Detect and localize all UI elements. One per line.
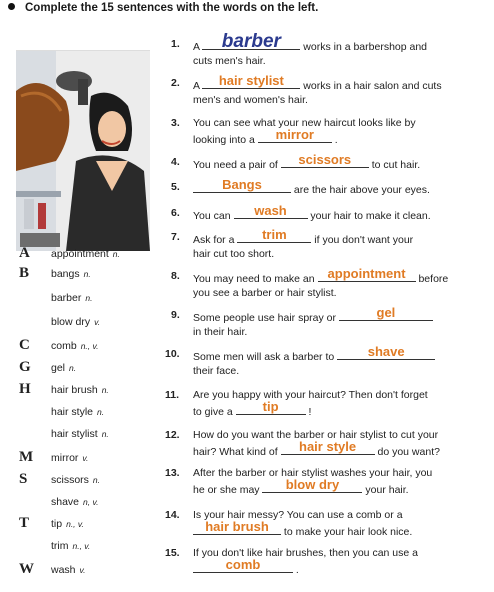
sentence-text: Ask for a (193, 234, 235, 246)
word-item (51, 518, 84, 530)
answer-text: hair brush (205, 519, 269, 534)
sentence-text: . (295, 564, 299, 576)
word-text: appointment (51, 248, 109, 260)
answer-blank[interactable] (193, 177, 291, 193)
word-text: hair style (51, 406, 94, 418)
word-text: wash (51, 564, 76, 576)
sentence-text: cuts men's hair. (193, 55, 266, 67)
sentence-item (171, 73, 477, 107)
word-part-of-speech: n. (83, 269, 91, 279)
sentence-text: . (334, 134, 338, 146)
answer-text: scissors (298, 152, 352, 167)
word-item (51, 362, 76, 374)
word-item (51, 452, 88, 464)
answer-text: trim (262, 227, 287, 242)
sentence-text: hair cut too short. (193, 248, 275, 260)
sentence-text: You can see what your new haircut looks like by (193, 117, 416, 129)
sentence-number: 6. (171, 207, 180, 219)
answer-text: blow dry (285, 477, 340, 492)
hair-salon-illustration (16, 50, 150, 251)
sentence-text: How do you want the barber or hair stylist to cut your (193, 429, 439, 441)
sentence-item (171, 177, 477, 197)
answer-blank[interactable] (258, 127, 332, 143)
answer-text: gel (376, 305, 396, 320)
word-letter: W (19, 561, 34, 577)
instructions-text: Complete the 15 sentences with the words on the left. (25, 2, 319, 14)
word-part-of-speech: n. (85, 293, 93, 303)
sentence-text: Are you happy with your haircut? Then don't forget (193, 389, 428, 401)
word-part-of-speech: n., v. (72, 541, 91, 551)
sentence-item (171, 227, 477, 261)
sentence-number: 13. (165, 467, 180, 479)
sentence-number: 14. (165, 509, 180, 521)
answer-text: hair style (299, 439, 357, 454)
word-text: scissors (51, 474, 89, 486)
sentence-text: he or she may (193, 484, 260, 496)
sentence-text: your hair to make it clean. (310, 210, 431, 222)
sentence-item (165, 388, 477, 419)
answer-blank[interactable] (193, 557, 293, 573)
sentence-item (165, 546, 477, 577)
sentence-text: Some people use hair spray or (193, 312, 336, 324)
sentence-text: are the hair above your eyes. (293, 184, 430, 196)
word-letter: B (19, 265, 30, 281)
hair-salon-drawing (16, 51, 150, 251)
sentence-text: men's and women's hair. (193, 94, 308, 106)
sentence-text: do you want? (377, 446, 440, 458)
answer-blank[interactable] (193, 519, 281, 535)
sentence-text: A (193, 80, 200, 92)
word-item (51, 248, 120, 260)
sentence-text: their face. (193, 365, 240, 377)
word-text: gel (51, 362, 66, 374)
answer-blank[interactable] (202, 31, 300, 52)
answer-text: hair stylist (218, 73, 284, 88)
word-part-of-speech: n. (101, 385, 109, 395)
word-item (51, 564, 86, 576)
sentence-text: ! (308, 406, 312, 418)
sentence-text: works in a barbershop and (303, 41, 428, 53)
answer-blank[interactable] (281, 439, 375, 455)
answer-blank[interactable] (339, 305, 433, 321)
sentence-number: 15. (165, 547, 180, 559)
answer-blank[interactable] (281, 152, 369, 168)
sentence-text: hair? What kind of (193, 446, 278, 458)
sentence-item (171, 203, 477, 223)
sentence-text: to give a (193, 406, 233, 418)
answer-text: comb (225, 557, 261, 572)
word-text: bangs (51, 268, 80, 280)
sentence-number: 5. (171, 181, 180, 193)
word-part-of-speech: v. (82, 453, 89, 463)
answer-text: appointment (327, 266, 406, 281)
sentence-text: before (418, 273, 449, 285)
sentence-number: 12. (165, 429, 180, 441)
answer-blank[interactable] (234, 203, 308, 219)
answer-text: mirror (275, 127, 314, 142)
sentence-number: 3. (171, 117, 180, 129)
sentence-text: A (193, 41, 200, 53)
word-text: blow dry (51, 316, 91, 328)
word-part-of-speech: n., v. (80, 341, 99, 351)
sentence-text: to make your hair look nice. (283, 526, 413, 538)
sentence-item (171, 266, 477, 300)
answer-blank[interactable] (262, 477, 362, 493)
word-letter: T (19, 515, 30, 531)
word-item (51, 316, 100, 328)
sentence-item (165, 508, 477, 539)
sentence-text: Some men will ask a barber to (193, 351, 335, 363)
sentence-number: 10. (165, 348, 180, 360)
sentence-number: 11. (165, 389, 180, 401)
bullet-icon (8, 3, 15, 10)
word-text: hair brush (51, 384, 98, 396)
sentence-item (165, 466, 477, 497)
sentence-item (165, 344, 477, 378)
answer-text: barber (221, 31, 281, 52)
sentence-item (171, 31, 477, 68)
sentence-text: to cut hair. (371, 159, 421, 171)
word-text: barber (51, 292, 82, 304)
sentence-item (171, 305, 477, 339)
word-text: comb (51, 340, 77, 352)
word-item (51, 474, 100, 486)
sentence-text: Is your hair messy? You can use a comb or a (193, 509, 403, 521)
sentence-text: You can (193, 210, 231, 222)
sentence-text: in their hair. (193, 326, 248, 338)
word-part-of-speech: n. (101, 429, 109, 439)
answer-blank[interactable] (236, 399, 306, 415)
sentence-text: You may need to make an (193, 273, 315, 285)
word-part-of-speech: n., v. (66, 519, 84, 529)
word-text: tip (51, 518, 63, 530)
sentence-item (165, 428, 477, 459)
word-text: shave (51, 496, 80, 508)
sentence-item (171, 152, 477, 172)
sentence-text: After the barber or hair stylist washes your hair, you (193, 467, 433, 479)
word-part-of-speech: n. (112, 249, 120, 259)
sentence-text: your hair. (365, 484, 409, 496)
answer-blank[interactable] (202, 73, 300, 89)
word-text: trim (51, 540, 69, 552)
sentence-number: 7. (171, 231, 180, 243)
word-letter: H (19, 381, 31, 397)
answer-blank[interactable] (237, 227, 311, 243)
answer-text: shave (367, 344, 405, 359)
word-item (51, 292, 92, 304)
word-part-of-speech: n. (97, 407, 105, 417)
word-part-of-speech: n. (92, 475, 101, 485)
word-text: mirror (51, 452, 79, 464)
word-letter: C (19, 337, 30, 353)
word-part-of-speech: v. (94, 317, 101, 327)
sentence-number: 2. (171, 77, 180, 89)
answer-text: tip (262, 399, 279, 414)
word-text: hair stylist (51, 428, 98, 440)
sentence-text: works in a hair salon and cuts (303, 80, 442, 92)
answer-text: Bangs (222, 177, 262, 192)
sentence-text: You need a pair of (193, 159, 278, 171)
answer-text: wash (254, 203, 287, 218)
word-item (51, 496, 98, 508)
word-letter: A (19, 245, 30, 261)
word-letter: G (19, 359, 31, 375)
word-letter: M (19, 449, 34, 465)
answer-blank[interactable] (337, 344, 435, 360)
sentence-number: 8. (171, 270, 180, 282)
sentence-text: if you don't want your (314, 234, 414, 246)
word-item (51, 540, 90, 552)
word-item (51, 268, 91, 280)
sentence-text: If you don't like hair brushes, then you can use a (193, 547, 418, 559)
sentence-number: 1. (171, 38, 180, 50)
word-part-of-speech: n. (69, 363, 77, 373)
sentence-text: looking into a (193, 134, 255, 146)
sentence-number: 9. (171, 309, 180, 321)
word-item (51, 340, 98, 352)
word-item (51, 384, 109, 396)
word-letter: S (19, 471, 28, 487)
word-part-of-speech: n, v. (83, 497, 99, 507)
word-part-of-speech: v. (79, 565, 86, 575)
sentence-item (171, 116, 477, 147)
instructions (8, 2, 318, 14)
word-item (51, 406, 104, 418)
sentence-number: 4. (171, 156, 180, 168)
sentence-text: you see a barber or hair stylist. (193, 287, 337, 299)
answer-blank[interactable] (318, 266, 416, 282)
word-item (51, 428, 109, 440)
